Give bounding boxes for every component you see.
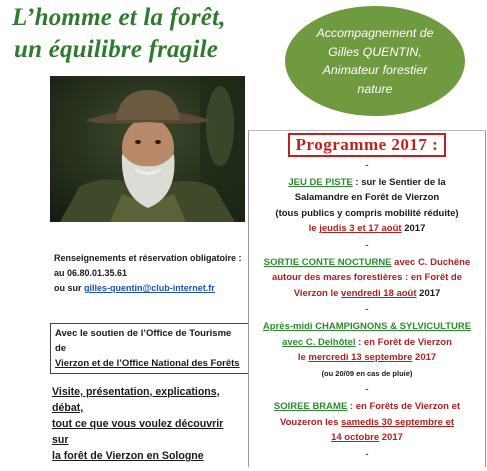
oval-line-1: Accompagnement de bbox=[316, 26, 434, 40]
contact-heading: Renseignements et réservation obligatoire : bbox=[54, 253, 242, 263]
event-4-text-2: Vouzeron les bbox=[279, 416, 342, 428]
oval-line-4: nature bbox=[357, 81, 393, 96]
event-4-text-1: : en Forêts de Vierzon et bbox=[347, 400, 461, 412]
event-3-text-2: : en Forêt de Vierzon bbox=[355, 336, 452, 348]
event-sortie-conte bbox=[249, 255, 485, 302]
event-2-text-1: avec C. Duchêne bbox=[391, 256, 471, 268]
separator: - bbox=[365, 384, 369, 396]
contact-email-link[interactable]: gilles-quentin@club-internet.fr bbox=[84, 283, 215, 293]
title-line-2: un équilibre fragile bbox=[14, 36, 219, 63]
event-2-text-4: Vierzon le bbox=[293, 287, 342, 299]
event-3-note: (ou 20/09 en cas de pluie) bbox=[321, 368, 413, 378]
contact-info bbox=[54, 251, 242, 296]
event-4-date-1: samedis 30 septembre et bbox=[341, 416, 455, 428]
event-2-year: 2017 bbox=[416, 287, 441, 299]
support-box bbox=[50, 323, 249, 374]
programme-box bbox=[248, 130, 486, 467]
guide-portrait-photo bbox=[50, 76, 245, 222]
guide-oval bbox=[285, 6, 465, 116]
visit-line-3: la forêt de Vierzon en Sologne bbox=[52, 450, 204, 462]
event-1-text-4: le bbox=[308, 223, 320, 235]
event-champignons bbox=[249, 319, 485, 381]
contact-email-line bbox=[54, 281, 242, 296]
separator: - bbox=[365, 239, 369, 251]
event-2-text-2: autour des mares forestières bbox=[271, 272, 403, 284]
event-jeu-de-piste bbox=[249, 175, 485, 237]
event-3-name: Après-midi CHAMPIGNONS & SYLVICULTURE bbox=[262, 320, 472, 332]
event-soiree-brame bbox=[249, 399, 485, 446]
portrait-illustration bbox=[50, 76, 245, 222]
event-2-date: vendredi 18 août bbox=[341, 287, 417, 299]
visit-line-1: Visite, présentation, explications, débat, bbox=[52, 386, 220, 414]
visit-line-2: tout ce que vous voulez découvrir sur bbox=[52, 418, 224, 446]
title-line-1: L’homme et la forêt, bbox=[12, 4, 226, 31]
event-2-name: SORTIE CONTE NOCTURNE bbox=[263, 256, 392, 268]
event-1-year: 2017 bbox=[401, 223, 426, 235]
event-1-text-2: Salamandre en Forêt de Vierzon bbox=[294, 192, 440, 204]
separator: - bbox=[365, 304, 369, 316]
separator: - bbox=[365, 160, 369, 171]
separator: - bbox=[365, 448, 369, 460]
event-2-text-3: : en Forêt de bbox=[402, 272, 463, 284]
event-4-date-2: 14 octobre bbox=[331, 432, 380, 444]
event-4-year: 2017 bbox=[379, 432, 403, 444]
event-1-text-3: (tous publics y compris mobilité réduite) bbox=[275, 207, 459, 219]
event-3-text-1: avec C. Delhôtel bbox=[282, 336, 356, 348]
event-4-name: SOIREE BRAME bbox=[273, 400, 348, 412]
oval-line-3: Animateur forestier bbox=[322, 63, 428, 77]
visit-description bbox=[52, 384, 242, 464]
programme-title: Programme 2017 : bbox=[288, 133, 447, 157]
poster-title bbox=[12, 2, 226, 66]
contact-phone: au 06.80.01.35.61 bbox=[54, 268, 128, 278]
oval-line-2: Gilles QUENTIN, bbox=[328, 44, 422, 59]
event-1-name: JEU DE PISTE bbox=[288, 176, 353, 188]
event-1-date: jeudis 3 et 17 août bbox=[319, 223, 402, 235]
support-line-2: Vierzon et de l’Office National des Forêts bbox=[55, 358, 240, 369]
event-3-year: 2017 bbox=[412, 352, 437, 364]
event-3-date: mercredi 13 septembre bbox=[308, 352, 413, 364]
event-1-text-1: : sur le Sentier de la bbox=[352, 176, 446, 188]
support-line-1: Avec le soutien de l’Office de Tourisme de bbox=[55, 328, 232, 354]
contact-email-prefix: ou sur bbox=[54, 283, 85, 293]
event-3-text-3: le bbox=[297, 352, 309, 364]
